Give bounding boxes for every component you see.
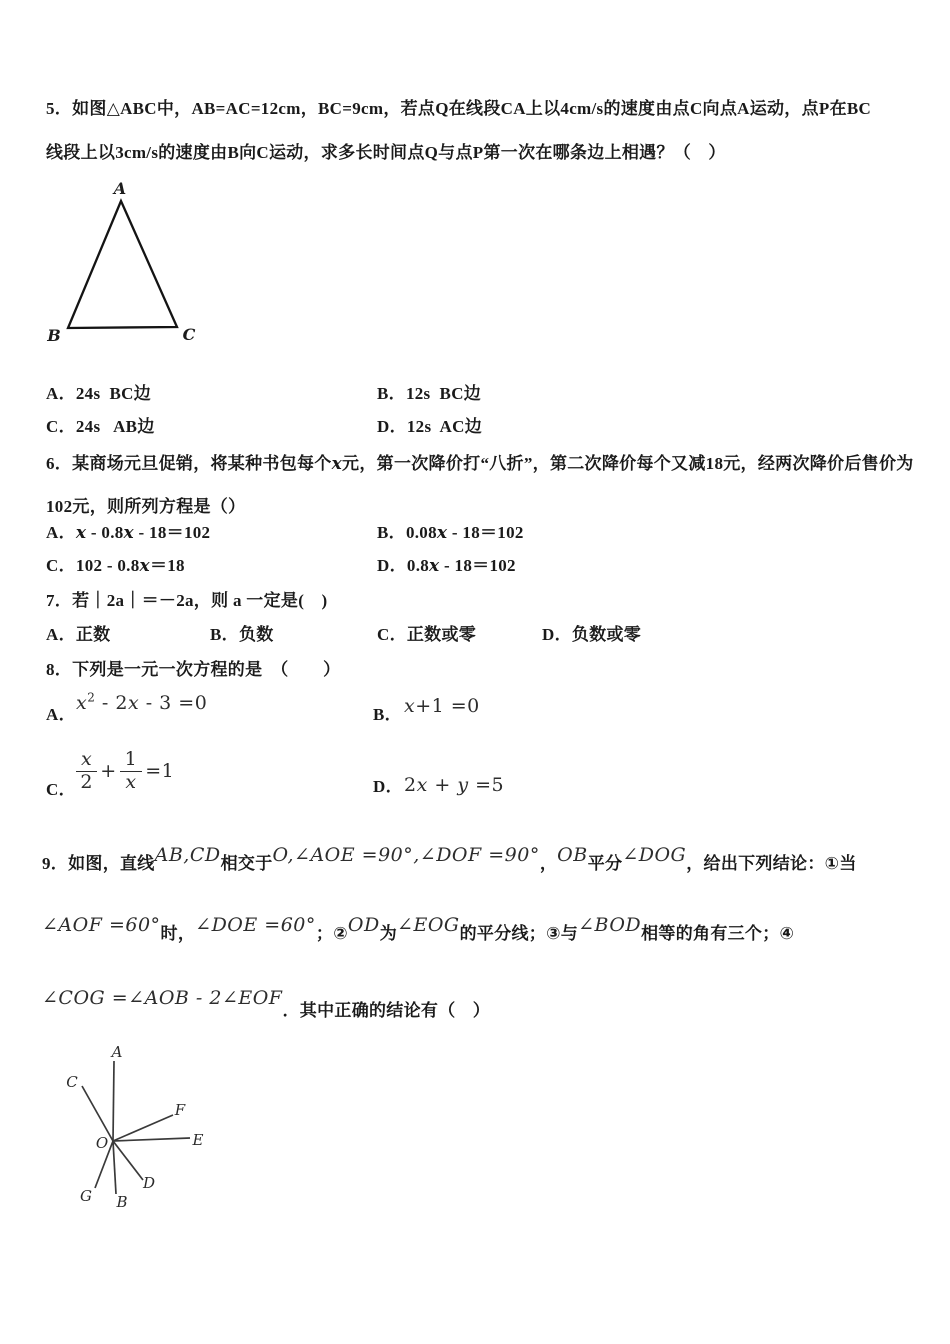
- ray-oe: [113, 1138, 190, 1141]
- math-var-x: x: [331, 454, 343, 474]
- rays-group: [82, 1061, 190, 1194]
- ray-label-b: B: [116, 1193, 128, 1211]
- q7-option-a: A．正数: [46, 625, 111, 644]
- ray-oc: [82, 1086, 113, 1141]
- math-seg: ∠DOG: [622, 844, 687, 866]
- math-seg: ∠AOF =60°: [42, 914, 161, 936]
- text-seg: 6．某商场元旦促销，将某种书包每个: [46, 454, 332, 473]
- q9-line1: 9．如图，直线AB,CD相交于O,∠AOE =90°,∠DOF =90°，OB平分∠DOG，给出下列结论：①当: [42, 844, 857, 873]
- triangle-vertex-label-c: C: [182, 325, 196, 344]
- triangle-vertex-label-a: A: [113, 179, 127, 198]
- q5-option-b: B．12s BC边: [377, 384, 482, 403]
- math-seg: ∠COG =∠AOB - 2∠EOF: [42, 987, 283, 1009]
- q8-letter-a: A．: [46, 705, 76, 724]
- q8-formula-b: x+1 =0: [404, 695, 480, 717]
- math-seg: OD: [347, 914, 380, 936]
- q6-line1: [46, 455, 914, 474]
- ray-label-c: C: [66, 1073, 78, 1091]
- q5-triangle-figure: [40, 178, 240, 348]
- math-seg: AB,CD: [154, 844, 221, 866]
- ray-label-g: G: [80, 1187, 92, 1205]
- ray-label-f: F: [174, 1101, 186, 1119]
- ray-label-a: A: [111, 1043, 123, 1061]
- ray-of: [113, 1115, 173, 1141]
- q6-option-d: D．0.8x - 18＝102: [377, 556, 516, 576]
- ray-label-o: O: [95, 1134, 109, 1152]
- math-seg: ∠EOG: [397, 914, 460, 936]
- q8-formula-a: $x^2 - 2x - 3 =0$: [76, 690, 208, 714]
- math-seg: OB: [557, 844, 588, 866]
- q8-letter-d: D．: [373, 777, 403, 796]
- q8-letter-c: C．: [46, 780, 76, 799]
- fraction: $\frac{x}{2}$: [76, 750, 97, 793]
- ray-oa: [113, 1061, 114, 1141]
- q8-letter-b: B．: [373, 705, 402, 724]
- triangle-shape: [68, 201, 177, 328]
- math-seg: O,∠AOE =90°,∠DOF =90°: [272, 844, 540, 866]
- q5-option-a: A．24s BC边: [46, 384, 152, 403]
- text-seg: 元，第一次降价打“八折”，第二次降价每个又减18元，经两次降价后售价为: [342, 454, 914, 473]
- q6-option-b: B．0.08x - 18＝102: [377, 523, 524, 543]
- q7-line: 7．若｜2a｜＝－2a，则 a 一定是( ): [46, 591, 328, 610]
- triangle-vertex-label-b: B: [47, 326, 61, 345]
- q5-option-c: C．24s AB边: [46, 417, 155, 436]
- math-seg: ∠BOD: [578, 914, 642, 936]
- ray-label-e: E: [192, 1131, 204, 1149]
- q7-option-d: D．负数或零: [542, 625, 642, 644]
- q5-option-d: D．12s AC边: [377, 417, 483, 436]
- q5-line1: 5．如图△ABC中，AB=AC=12cm，BC=9cm，若点Q在线段CA上以4cm/s的速度由点C向点A运动，点P在BC: [46, 99, 872, 118]
- ray-ob: [113, 1141, 116, 1194]
- q8-formula-d: 2x + y =5: [404, 774, 505, 796]
- q5-line2: 线段上以3cm/s的速度由B向C运动，求多长时间点Q与点P第一次在哪条边上相遇？（ ）: [46, 143, 726, 162]
- ray-od: [113, 1141, 143, 1180]
- q9-rays-figure: [50, 1035, 230, 1225]
- q7-option-c: C．正数或零: [377, 625, 477, 644]
- ray-label-d: D: [142, 1174, 156, 1192]
- q7-option-b: B．负数: [210, 625, 274, 644]
- plus-operator: +: [100, 760, 117, 783]
- equals-one: =1: [145, 760, 175, 783]
- q8-title: 8．下列是一元一次方程的是 （ ）: [46, 660, 341, 679]
- fraction: $\frac{1}{x}$: [120, 750, 143, 793]
- q9-line3: ∠COG =∠AOB - 2∠EOF．其中正确的结论有（ ）: [42, 987, 491, 1020]
- q8-formula-c: [76, 750, 174, 793]
- math-seg: ∠DOE =60°: [195, 914, 316, 936]
- q9-line2: ∠AOF =60°时，∠DOE =60°；②OD为∠EOG的平分线；③与∠BOD相等的角有三个；④: [42, 914, 795, 943]
- q6-line2: 102元，则所列方程是（）: [46, 497, 246, 516]
- q6-option-c: C．102 - 0.8x＝18: [46, 556, 185, 576]
- q6-option-a: A．x - 0.8x - 18＝102: [46, 523, 211, 543]
